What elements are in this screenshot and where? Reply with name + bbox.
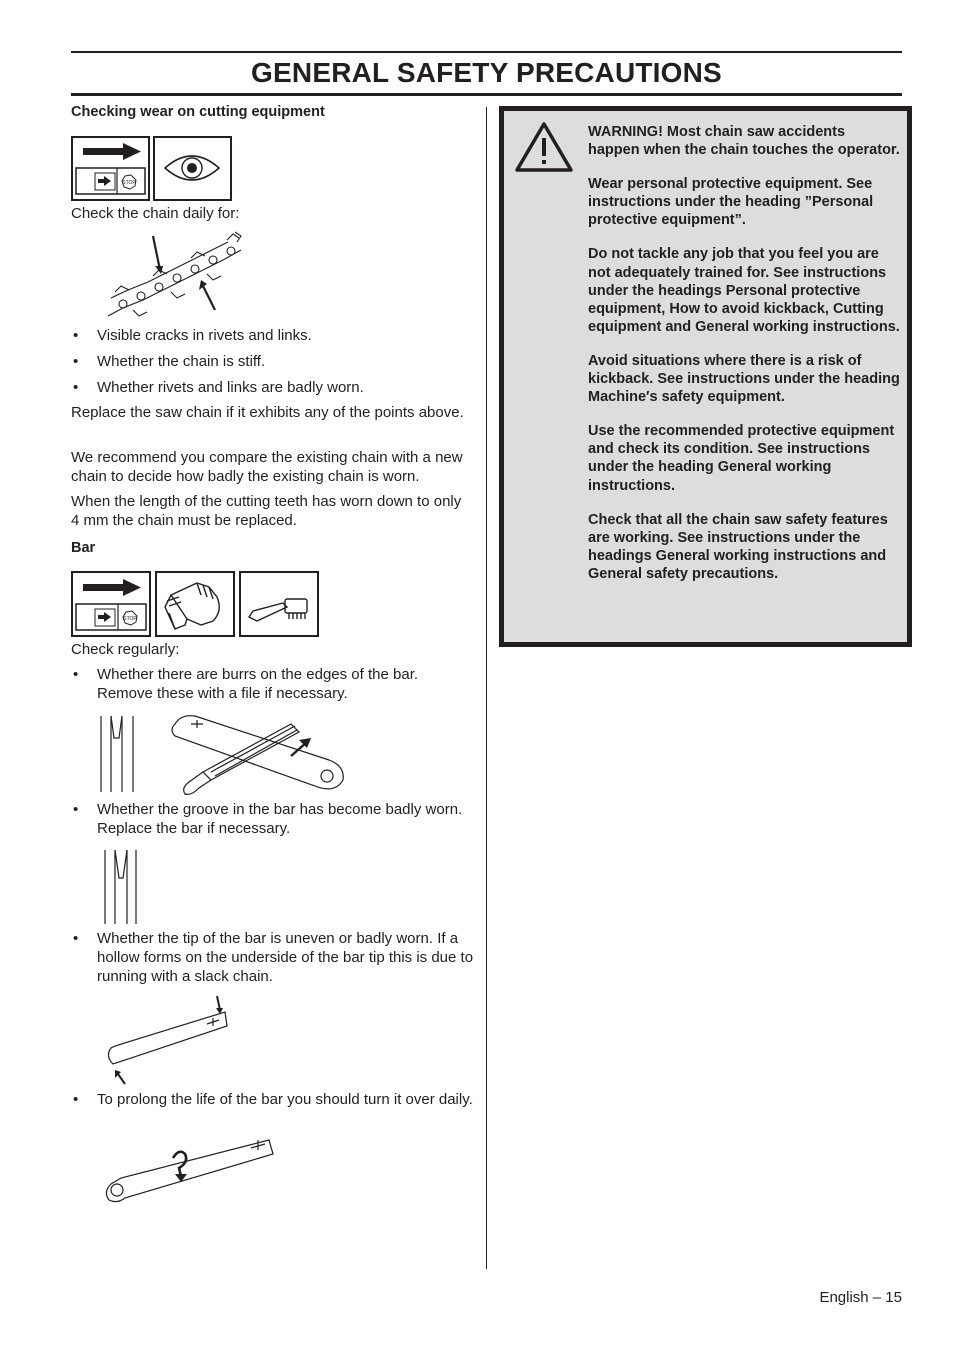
page-footer: English – 15 <box>819 1289 902 1306</box>
bar-bullet: • To prolong the life of the bar you should turn it over daily. <box>73 1091 473 1108</box>
bar-heading: Bar <box>71 540 96 556</box>
bar-groove-illustration <box>99 846 139 926</box>
chain-illustration <box>103 228 248 324</box>
chain-paragraph: Replace the saw chain if it exhibits any of the points above. <box>71 404 464 421</box>
eye-icon <box>153 136 232 201</box>
chain-bullet: • Whether the chain is stiff. <box>73 353 266 370</box>
chain-bullet: • Visible cracks in rivets and links. <box>73 327 312 344</box>
chain-bullet-text: Whether rivets and links are badly worn. <box>97 379 364 396</box>
warning-paragraph: Check that all the chain saw safety features are working. See instructions under the headings General working instructions and General safety precautions. <box>588 511 888 582</box>
bar-turn-illustration <box>101 1134 277 1208</box>
warning-paragraph: Avoid situations where there is a risk of kickback. See instructions under the heading Machine′s safety equipment. <box>588 352 900 406</box>
chain-bullet: • Whether rivets and links are badly worn. <box>73 379 364 396</box>
warning-box <box>499 106 912 647</box>
bar-tip-illustration <box>101 994 231 1088</box>
warning-paragraph: Wear personal protective equipment. See instructions under the heading ”Personal protective equipment”. <box>588 176 874 229</box>
arrow-stop-icon <box>71 571 151 637</box>
chain-paragraph: When the length of the cutting teeth has worn down to only 4 mm the chain must be replaced. <box>71 493 462 529</box>
warning-paragraph: Use the recommended protective equipment and check its condition. See instructions under the heading General working instructions. <box>588 423 895 494</box>
warning-paragraph: WARNING! Most chain saw accidents happen when the chain touches the operator. <box>588 124 900 159</box>
warning-panel <box>504 111 907 642</box>
chain-paragraph: We recommend you compare the existing chain with a new chain to decide how badly the existing chain is worn. <box>71 449 463 485</box>
chain-intro: Check the chain daily for: <box>71 205 240 222</box>
chain-bullet-text: Visible cracks in rivets and links. <box>97 327 312 344</box>
bar-bullet-text: Whether the groove in the bar has become badly worn. Replace the bar if necessary. <box>97 801 463 837</box>
glove-icon <box>155 571 235 637</box>
bar-bullet-text: Whether there are burrs on the edges of the bar. Remove these with a file if necessary. <box>97 666 419 702</box>
warning-paragraph: Do not tackle any job that you feel you are not adequately trained for. See instructions under the headings Personal protective equipment, How to avoid kickback, Cutting equipment and General working instructions. <box>588 246 900 335</box>
bar-bullet-text: Whether the tip of the bar is uneven or badly worn. If a hollow forms on the underside of the bar tip this is due to running with a slack chain. <box>97 930 474 985</box>
bar-bullet: • Whether the tip of the bar is uneven or badly worn. If a hollow forms on the underside of the bar tip this is due to running with a slack chain. <box>73 930 474 985</box>
bar-intro: Check regularly: <box>71 641 180 658</box>
title-underline <box>71 93 902 96</box>
warning-triangle-icon <box>514 121 574 173</box>
bar-file-illustration <box>95 710 347 798</box>
page-title: GENERAL SAFETY PRECAUTIONS <box>251 57 722 88</box>
arrow-stop-icon <box>71 136 150 201</box>
brush-icon <box>239 571 319 637</box>
bar-bullet: • Whether the groove in the bar has become badly worn. Replace the bar if necessary. <box>73 801 463 837</box>
bar-bullet-text: To prolong the life of the bar you should turn it over daily. <box>97 1091 473 1108</box>
chain-heading: Checking wear on cutting equipment <box>71 104 325 120</box>
column-divider <box>486 107 487 1269</box>
warning-text <box>588 123 900 599</box>
stop-label: STOP <box>122 180 136 186</box>
bar-bullet: • Whether there are burrs on the edges of the bar. Remove these with a file if necessary. <box>73 666 419 702</box>
chain-bullet-text: Whether the chain is stiff. <box>97 353 266 370</box>
stop-label: STOP <box>123 616 137 622</box>
top-rule <box>71 51 902 53</box>
